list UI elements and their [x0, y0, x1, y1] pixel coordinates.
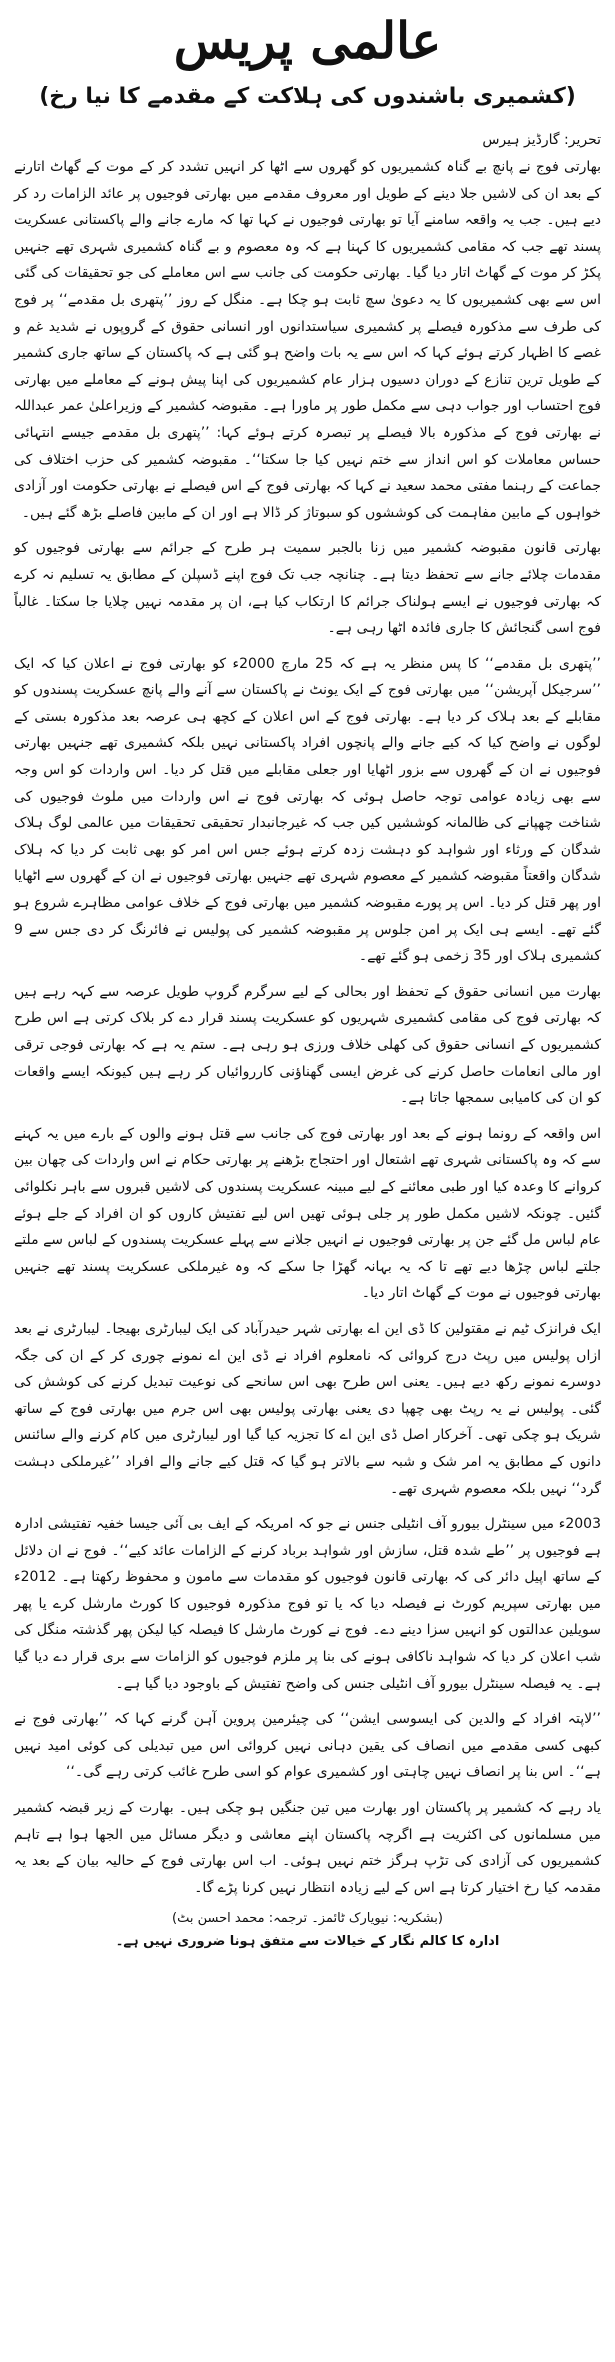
- article-title: عالمی پریس: [173, 11, 442, 70]
- article-paragraph: یاد رہے کہ کشمیر پر پاکستان اور بھارت میں تین جنگیں ہو چکی ہیں۔ بھارت کے زیر قبضہ کشمیر میں مسلمانوں کی اکثریت ہے اگرچہ پاکستان اپنے معاشی و دیگر مسائل میں الجھا ہوا ہے تاہم کشمیریوں کی آزادی کی تڑپ ہرگز ختم نہیں ہوئی۔ اب اس بھارتی فوج کے حالیہ بیان کے بعد یہ مقدمہ کیا رخ اختیار کرتا ہے اس کے لیے زیادہ انتظار نہیں کرنا پڑے گا۔: [14, 1800, 601, 1896]
- article-paragraph: بھارتی فوج نے پانچ بے گناہ کشمیریوں کو گھروں سے اٹھا کر انہیں تشدد کر کے موت کے گھاٹ اتارنے کے بعد ان کی لاشیں جلا دینے کے طویل اور معروف مقدمے میں بھارتی فوجیوں پر عائد الزامات رد کر دیے ہیں۔ جب یہ واقعہ سامنے آیا تو بھارتی فوجیوں نے کہا تھا کہ مارے جانے والے پاکستانی عسکریت پسند تھے جب کہ مقامی کشمیریوں کا کہنا ہے کہ وہ معصوم و بے گناہ کشمیری شہری تھے جنہیں پکڑ کر موت کے گھاٹ اتار دیا گیا۔ بھارتی حکومت کی جانب سے اس معاملے کی جو تحقیقات کی گئی اس سے بھی کشمیریوں کا یہ دعویٰ سچ ثابت ہو چکا ہے۔ منگل کے روز ’’پتھری بل مقدمے‘‘ پر فوج کی طرف سے مذکورہ فیصلے پر کشمیری سیاستدانوں اور انسانی حقوق کے گروپوں نے شدید غم و غصے کا اظہار کرتے ہوئے کہا کہ اس سے یہ بات واضح ہو گئی ہے کہ پاکستان کے ساتھ جاری کشمیر کے طویل ترین تنازع کے دوران دسیوں ہزار عام کشمیریوں کی اپنا پیش ہونے کے معاملے میں بھارتی فوج احتساب اور جواب دہی سے مکمل طور پر ماورا ہے۔ مقبوضہ کشمیر کے وزیراعلیٰ عمر عبداللہ نے بھارتی فوج کے مذکورہ بالا فیصلے پر تبصرہ کرتے ہوئے کہا: ’’پتھری بل مقدمے جیسے انتہائی حساس معاملات کو اس انداز سے ختم نہیں کیا جا سکتا‘‘۔ مقبوضہ کشمیر کی حزب اختلاف کی جماعت کے رہنما مفتی محمد سعید نے کہا کہ بھارتی فوج کے اس فیصلے نے بھارتی حکومت اور آزادی خواہوں کے مابین مفاہمت کی کوششوں کو سبوتاژ کر ڈالا ہے اور ان کے مابین فاصلے بڑھ گئے ہیں۔: [14, 159, 601, 521]
- article-paragraph: ’’پتھری بل مقدمے‘‘ کا پس منظر یہ ہے کہ 25 مارچ 2000ء کو بھارتی فوج نے اعلان کیا کہ ایک ’’سرجیکل آپریشن‘‘ میں بھارتی فوج کے ایک یونٹ نے پاکستان سے آنے والے پانچ عسکریت پسندوں کو مقابلے کے بعد ہلاک کر دیا ہے۔ بھارتی فوج کے اس اعلان کے کچھ ہی عرصہ بعد مذکورہ بستی کے لوگوں نے واضح کیا کہ کیے جانے والے پانچوں افراد پاکستانی نہیں بلکہ کشمیری تھے جنہیں بھارتی فوجیوں نے ان کے گھروں سے بزور اٹھایا اور جعلی مقابلے میں قتل کر دیا۔ اس واردات کو اس وجہ سے بھی زیادہ عوامی توجہ حاصل ہوئی کہ بھارتی فوج نے اس واردات میں ملوث فوجیوں کی شناخت چھپانے کی ظالمانہ کوششیں کیں جب کہ غیرجانبدار تحقیقی تحقیقات میں عالمی لوگ ہلاک شدگان کے ورثاء اور شواہد کو دہشت زدہ کرتے ہوئے جس اس امر کو بھی ثابت کر دیا کہ ہلاک شدگان واقعتاً مقبوضہ کشمیر کے معصوم شہری تھے جنہیں بھارتی فوجیوں نے ان کے گھروں سے اٹھایا اور پھر قتل کر دیا۔ اس پر پورے مقبوضہ کشمیر میں بھارتی فوج کے خلاف عوامی مظاہرے شروع ہو گئے تھے۔ ایسے ہی ایک پر امن جلوس پر مقبوضہ کشمیر کی پولیس نے فائرنگ کر دی جس سے 9 کشمیری ہلاک اور 35 زخمی ہو گئے تھے۔: [14, 655, 601, 965]
- article-paragraph: بھارتی قانون مقبوضہ کشمیر میں زنا بالجبر سمیت ہر طرح کے جرائم سے بھارتی فوجیوں کو مقدمات چلائے جانے سے تحفظ دیتا ہے۔ چنانچہ جب تک فوج اپنے ڈسپلن کے مطابق یہ تسلیم نہ کرے کہ بھارتی فوجیوں نے ایسے ہولناک جرائم کا ارتکاب کیا ہے، ان پر مقدمہ نہیں چلایا جا سکتا۔ غالباً فوج اسی گنجائش کا جاری فائدہ اٹھا رہی ہے۔: [14, 540, 601, 637]
- article-paragraph: بھارت میں انسانی حقوق کے تحفظ اور بحالی کے لیے سرگرم گروپ طویل عرصہ سے کہہ رہے ہیں کہ بھارتی فوج کی مقامی کشمیری شہریوں کو عسکریت پسند قرار دے کر بلاک کرتی ہے اس طرح کشمیریوں کے انسانی حقوق کی کھلی خلاف ورزی ہو رہی ہے۔ ستم یہ ہے کہ بھارتی فوجی ترقی اور مالی انعامات حاصل کرنے کی غرض ایسی گھناؤنی کارروائیاں کر رہے ہیں کیونکہ ایسے واقعات کو ان کی کامیابی سمجھا جاتا ہے۔: [14, 983, 601, 1107]
- article-paragraph: ایک فرانزک ٹیم نے مقتولین کا ڈی این اے بھارتی شہر حیدرآباد کی ایک لیبارٹری بھیجا۔ لیبارٹری نے بعد ازاں پولیس میں رپٹ درج کروائی کہ نامعلوم افراد نے ڈی این اے نمونے چوری کر کے ان کی جگہ دوسرے نمونے رکھ دیے ہیں۔ یعنی اس طرح بھی اس سانحے کی نوعیت تبدیل کرنے کی کوشش کی گئی۔ پولیس نے یہ رپٹ بھی چھپا دی یعنی بھارتی پولیس بھی اس جرم میں بھارتی فوج کے ساتھ شریک ہو چکی تھی۔ آخرکار اصل ڈی این اے کا تجزیہ کیا گیا اور لیبارٹری میں کام کرنے والے سائنس دانوں کے مطابق یہ امر شک و شبہ سے بالاتر ہو گیا کہ قتل کیے جانے والے افراد ’’غیرملکی دہشت گرد‘‘ نہیں بلکہ معصوم شہری تھے۔: [14, 1320, 601, 1497]
- editorial-disclaimer: ادارہ کا کالم نگار کے خیالات سے متفق ہونا ضروری نہیں ہے۔: [115, 1934, 500, 1950]
- article-byline: تحریر: گارڈیز ہیرس: [482, 132, 601, 148]
- article-body: [14, 154, 601, 1901]
- translation-credit: (بشکریہ: نیویارک ٹائمز۔ ترجمہ: محمد احسن بٹ): [172, 1911, 443, 1927]
- article-paragraph: ’’لاپتہ افراد کے والدین کی ایسوسی ایشن‘‘ کی چیئرمین پروین آہن گرنے کہا کہ ’’بھارتی فوج نے کبھی کسی مقدمے میں انصاف کی یقین دہانی نہیں کروائی اس میں تبدیلی کی کوئی امید نہیں ہے‘‘۔ اس بنا پر انصاف نہیں چاہتی اور کشمیری عوام کو اسی طرح غائب کرتی رہے گی۔‘‘: [14, 1711, 601, 1781]
- article-subtitle: (کشمیری باشندوں کی ہلاکت کے مقدمے کا نیا رخ): [39, 84, 576, 109]
- article-paragraph: 2003ء میں سینٹرل بیورو آف انٹیلی جنس نے جو کہ امریکہ کے ایف بی آئی جیسا خفیہ تفتیشی ادارہ ہے فوجیوں پر ’’طے شدہ قتل، سازش اور شواہد برباد کرنے کے الزامات عائد کیے‘‘۔ فوج نے ان دلائل کے ساتھ اپیل دائر کی کہ بھارتی قانون فوجیوں کو مقدمات سے مامون و محفوظ رکھتا ہے۔ 2012ء میں بھارتی سپریم کورٹ نے فیصلہ دیا کہ یا تو فوج مذکورہ فوجیوں کا کورٹ مارشل کرے یا پھر سویلین عدالتوں کو انہیں سزا دینے دے۔ فوج نے کورٹ مارشل کا فیصلہ کیا لیکن پھر گذشتہ منگل کی شب اعلان کر دیا کہ شواہد ناکافی ہونے کی بنا پر ملزم فوجیوں کو الزامات سے بری قرار دے دیا گیا ہے۔ یہ فیصلہ سینٹرل بیورو آف انٹیلی جنس کی واضح تفتیش کے باوجود دیا گیا ہے۔: [14, 1516, 601, 1692]
- article-paragraph: اس واقعہ کے رونما ہونے کے بعد اور بھارتی فوج کی جانب سے قتل ہونے والوں کے بارے میں یہ کہنے سے کہ وہ پاکستانی شہری تھے اشتعال اور احتجاج بڑھنے پر بھارتی حکام نے اس واردات کی چھان بین کروانے کا وعدہ کیا اور طبی معائنے کے لیے مبینہ عسکریت پسندوں کی لاشیں قبروں سے باہر نکلوائی گئیں۔ چونکہ لاشیں مکمل طور پر جلی ہوئی تھیں اس لیے تفتیش کاروں کو ان افراد کے جلے ہوئے عام لباس مل گئے جن پر بھارتی فوجیوں نے انہیں جلانے سے پہلے عسکریت پسندوں کے لباس سے ملتے جلتے لباس چڑھا دیے تھے تا کہ یہ بہانہ گھڑا جا سکے کہ وہ غیرملکی عسکریت پسند تھے جنہیں بھارتی فوجیوں نے موت کے گھاٹ اتار دیا۔: [14, 1125, 601, 1302]
